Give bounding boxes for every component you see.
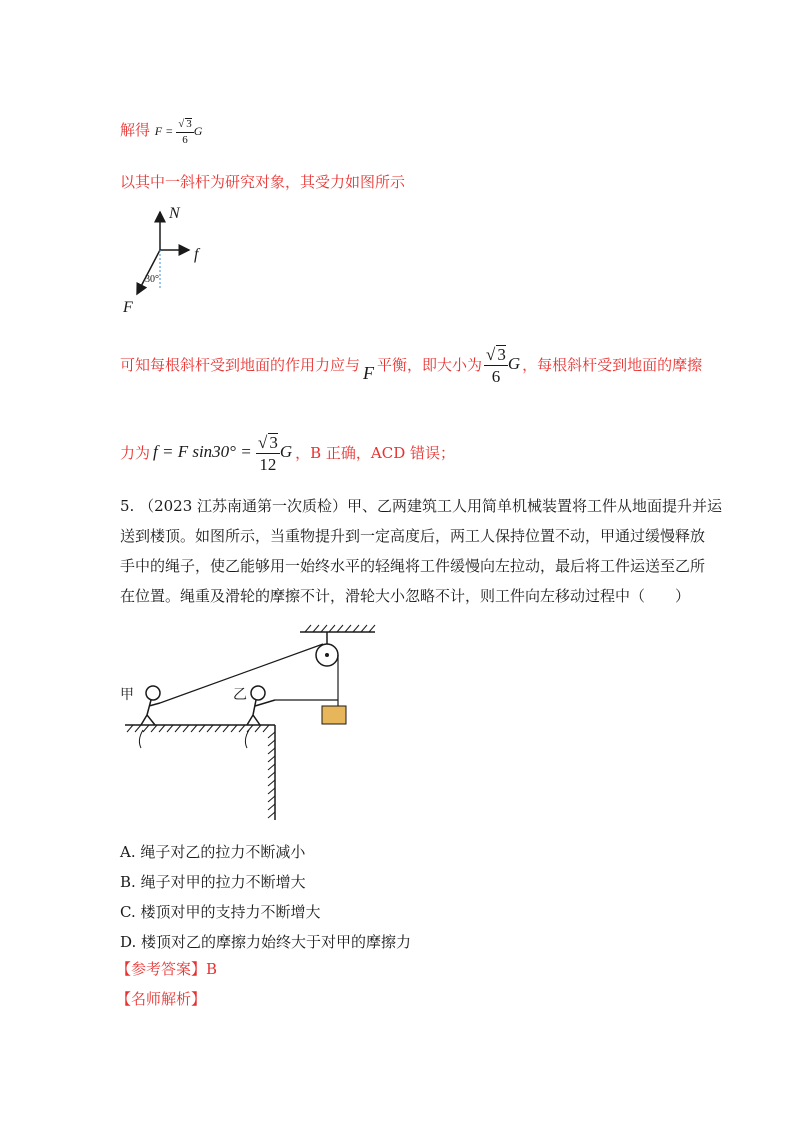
- option-d[interactable]: D. 楼顶对乙的摩擦力始终大于对甲的摩擦力: [120, 933, 412, 951]
- worker-jia: [139, 686, 160, 748]
- pulley-diagram: [115, 620, 395, 825]
- label-N: N: [169, 205, 180, 222]
- angle-label: 30°: [145, 274, 159, 285]
- option-a[interactable]: A. 绳子对乙的拉力不断减小: [120, 843, 306, 861]
- label-f: f: [194, 246, 199, 263]
- force-F-arrow: [137, 250, 160, 294]
- solve-line: [120, 118, 202, 146]
- conclusion-line-1: 可知每根斜杆受到地面的作用力应与 F 平衡，即大小为 $\frac{√ 3}{6}$ G ，每根斜杆受到地面的摩擦: [120, 345, 703, 386]
- label-yi: 乙: [233, 687, 247, 703]
- solve-equation: F = $\frac{√ 3}{6}$ G: [154, 118, 203, 146]
- solve-prefix: 解得: [120, 120, 151, 139]
- option-c[interactable]: C. 楼顶对甲的支持力不断增大: [120, 903, 321, 921]
- conclusion-line-2: 力为 f = F sin30° = $\frac{√ 3}{12}$ G ，B 正确，ACD 错误；: [120, 433, 455, 474]
- question-source: （2023 江苏南通第一次质检）: [139, 497, 348, 515]
- label-F: F: [123, 299, 133, 316]
- reference-answer: 【参考答案】B: [116, 960, 218, 978]
- answer-value: B: [206, 960, 218, 978]
- question-5: 5. （2023 江苏南通第一次质检）甲、乙两建筑工人用简单机械装置将工件从地面提升并运 送到楼顶。如图所示，当重物提升到一定高度后，两工人保持位置不动，甲通过缓慢释放 手中的绳子，使乙能够用一始终水平的轻绳将工件缓慢向左拉动，最后将工件运送至乙所 在位置。绳重及滑轮的摩擦不计，滑轮大小忽略不计，则工件向左移动过程中（ ）: [120, 497, 723, 605]
- ceiling-hatch: [305, 625, 375, 632]
- workpiece-box: [322, 706, 346, 724]
- worker-yi: [245, 686, 275, 748]
- question-number: 5.: [120, 497, 135, 515]
- label-jia: 甲: [120, 687, 134, 703]
- analysis-label: 【名师解析】: [116, 990, 207, 1008]
- force-diagram: [115, 200, 215, 320]
- option-b[interactable]: B. 绳子对甲的拉力不断增大: [120, 873, 306, 891]
- analysis-intro: 以其中一斜杆为研究对象，其受力如图所示: [120, 173, 406, 191]
